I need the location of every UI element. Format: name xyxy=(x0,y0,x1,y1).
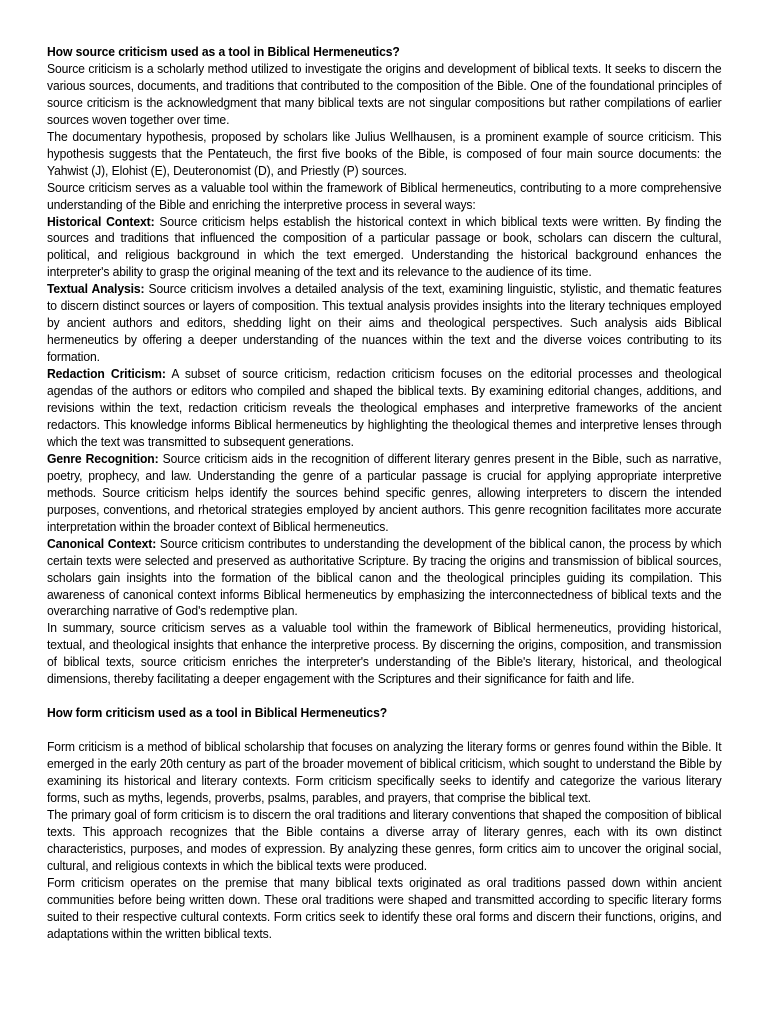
paragraph-genre-recognition xyxy=(47,451,722,536)
text-genre-recognition: Source criticism aids in the recognition of different literary genres present in the Bible, such as narrative, poetry, prophecy, and law. Understanding the genre of a particular passage is crucial for applying appropriate interpretive methods. Source criticism helps identify the sources behind specific genres, allowing interpreters to discern the intended purposes, conventions, and rhetorical strategies employed by ancient authors. This genre recognition facilitates more accurate interpretation within the broader context of Biblical hermeneutics. xyxy=(47,451,722,534)
paragraph-form-criticism-oral-traditions: Form criticism operates on the premise that many biblical texts originated as oral traditions passed down within ancient communities before being written down. These oral traditions were shaped and transmitted according to specific literary forms suited to their respective cultural contexts. Form critics seek to identify these oral forms and discern their functions, origins, and adaptations within the written biblical texts. xyxy=(47,875,722,941)
text-historical-context: Source criticism helps establish the historical context in which biblical texts were written. By finding the sources and traditions that influenced the composition of a particular passage or book, scholars can discern the cultural, political, and religious background in which the text emerged. Understanding the historical background enhances the interpreter's ability to grasp the original meaning of the text and its relevance to the audience of its time. xyxy=(47,214,722,280)
paragraph-valuable-tool: Source criticism serves as a valuable tool within the framework of Biblical hermeneutics, contributing to a more comprehensive understanding of the Bible and enriching the interpretive process in several ways: xyxy=(47,180,722,212)
paragraph-canonical-context xyxy=(47,536,722,621)
paragraph-spacer xyxy=(47,688,722,705)
label-genre-recognition: Genre Recognition: xyxy=(47,451,159,466)
paragraph-form-criticism-primary-goal: The primary goal of form criticism is to discern the oral traditions and literary conventions that shaped the composition of biblical texts. This approach recognizes that the Bible contains a diverse array of literary genres, each with its own distinct characteristics, purposes, and modes of expression. By analyzing these genres, form critics aim to uncover the original social, cultural, and religious contexts in which the biblical texts were produced. xyxy=(47,807,722,873)
section-heading-form-criticism: How form criticism used as a tool in Biblical Hermeneutics? xyxy=(47,706,388,721)
paragraph-form-criticism-intro: Form criticism is a method of biblical scholarship that focuses on analyzing the literary forms or genres found within the Bible. It emerged in the early 20th century as part of the broader movement of biblical criticism, which sought to understand the Bible by examining its historical and literary contexts. Form criticism specifically seeks to identify and categorize the various literary forms, such as myths, legends, proverbs, psalms, parables, and prayers, that comprise the biblical text. xyxy=(47,740,722,805)
paragraph-historical-context xyxy=(47,214,722,282)
paragraph-source-criticism-intro: Source criticism is a scholarly method utilized to investigate the origins and development of biblical texts. It seeks to discern the various sources, documents, and traditions that contributed to the composition of the Bible. One of the foundational principles of source criticism is the acknowledgment that many biblical texts are not singular compositions but rather compilations of earlier sources woven together over time. xyxy=(47,61,722,127)
label-historical-context: Historical Context: xyxy=(47,214,155,229)
paragraph-textual-analysis xyxy=(47,281,722,366)
section-heading-source-criticism: How source criticism used as a tool in Biblical Hermeneutics? xyxy=(47,45,400,59)
paragraph-documentary-hypothesis: The documentary hypothesis, proposed by scholars like Julius Wellhausen, is a prominent example of source criticism. This hypothesis suggests that the Pentateuch, the first five books of the Bible, is composed of four main source documents: the Yahwist (J), Elohist (E), Deuteronomist (D), and Priestly (P) sources. xyxy=(47,129,722,178)
label-redaction-criticism: Redaction Criticism: xyxy=(47,367,166,382)
paragraph-source-criticism-summary: In summary, source criticism serves as a valuable tool within the framework of Biblical hermeneutics, providing historical, textual, and theological insights that enhance the interpretive process. By discerning the origins, composition, and transmission of biblical texts, source criticism enriches the interpreter's understanding of the Bible's literary, historical, and theological dimensions, thereby facilitating a deeper engagement with the Scriptures and their significance for faith and life. xyxy=(47,621,722,687)
document-body xyxy=(47,44,722,942)
paragraph-redaction-criticism xyxy=(47,366,722,451)
paragraph-spacer xyxy=(47,722,722,739)
text-textual-analysis: Source criticism involves a detailed analysis of the text, examining linguistic, stylistic, and thematic features to discern distinct sources or layers of composition. This textual analysis provides insights into the literary techniques employed by ancient authors and editors, shedding light on their aims and theological perspectives. Such analysis aids Biblical hermeneutics by offering a deeper understanding of the nuances within the text and the diverse voices contributing to its formation. xyxy=(47,282,722,365)
text-redaction-criticism: A subset of source criticism, redaction criticism focuses on the editorial processes and theological agendas of the authors or editors who compiled and shaped the biblical texts. By examining editorial changes, additions, and revisions within the text, redaction criticism reveals the theological emphases and interpretive frameworks of the ancient redactors. This knowledge informs Biblical hermeneutics by highlighting the theological themes and interpretive lenses through which the text was transmitted to subsequent generations. xyxy=(47,367,722,449)
text-canonical-context: Source criticism contributes to understanding the development of the biblical canon, the process by which certain texts were selected and preserved as authoritative Scripture. By tracing the origins and transmission of biblical sources, scholars gain insights into the formation of the biblical canon and the theological principles guiding its compilation. This awareness of canonical context informs Biblical hermeneutics by emphasizing the interconnectedness of biblical texts and the overarching narrative of God's redemptive plan. xyxy=(47,536,722,619)
label-textual-analysis: Textual Analysis: xyxy=(47,282,145,297)
label-canonical-context: Canonical Context: xyxy=(47,536,157,551)
